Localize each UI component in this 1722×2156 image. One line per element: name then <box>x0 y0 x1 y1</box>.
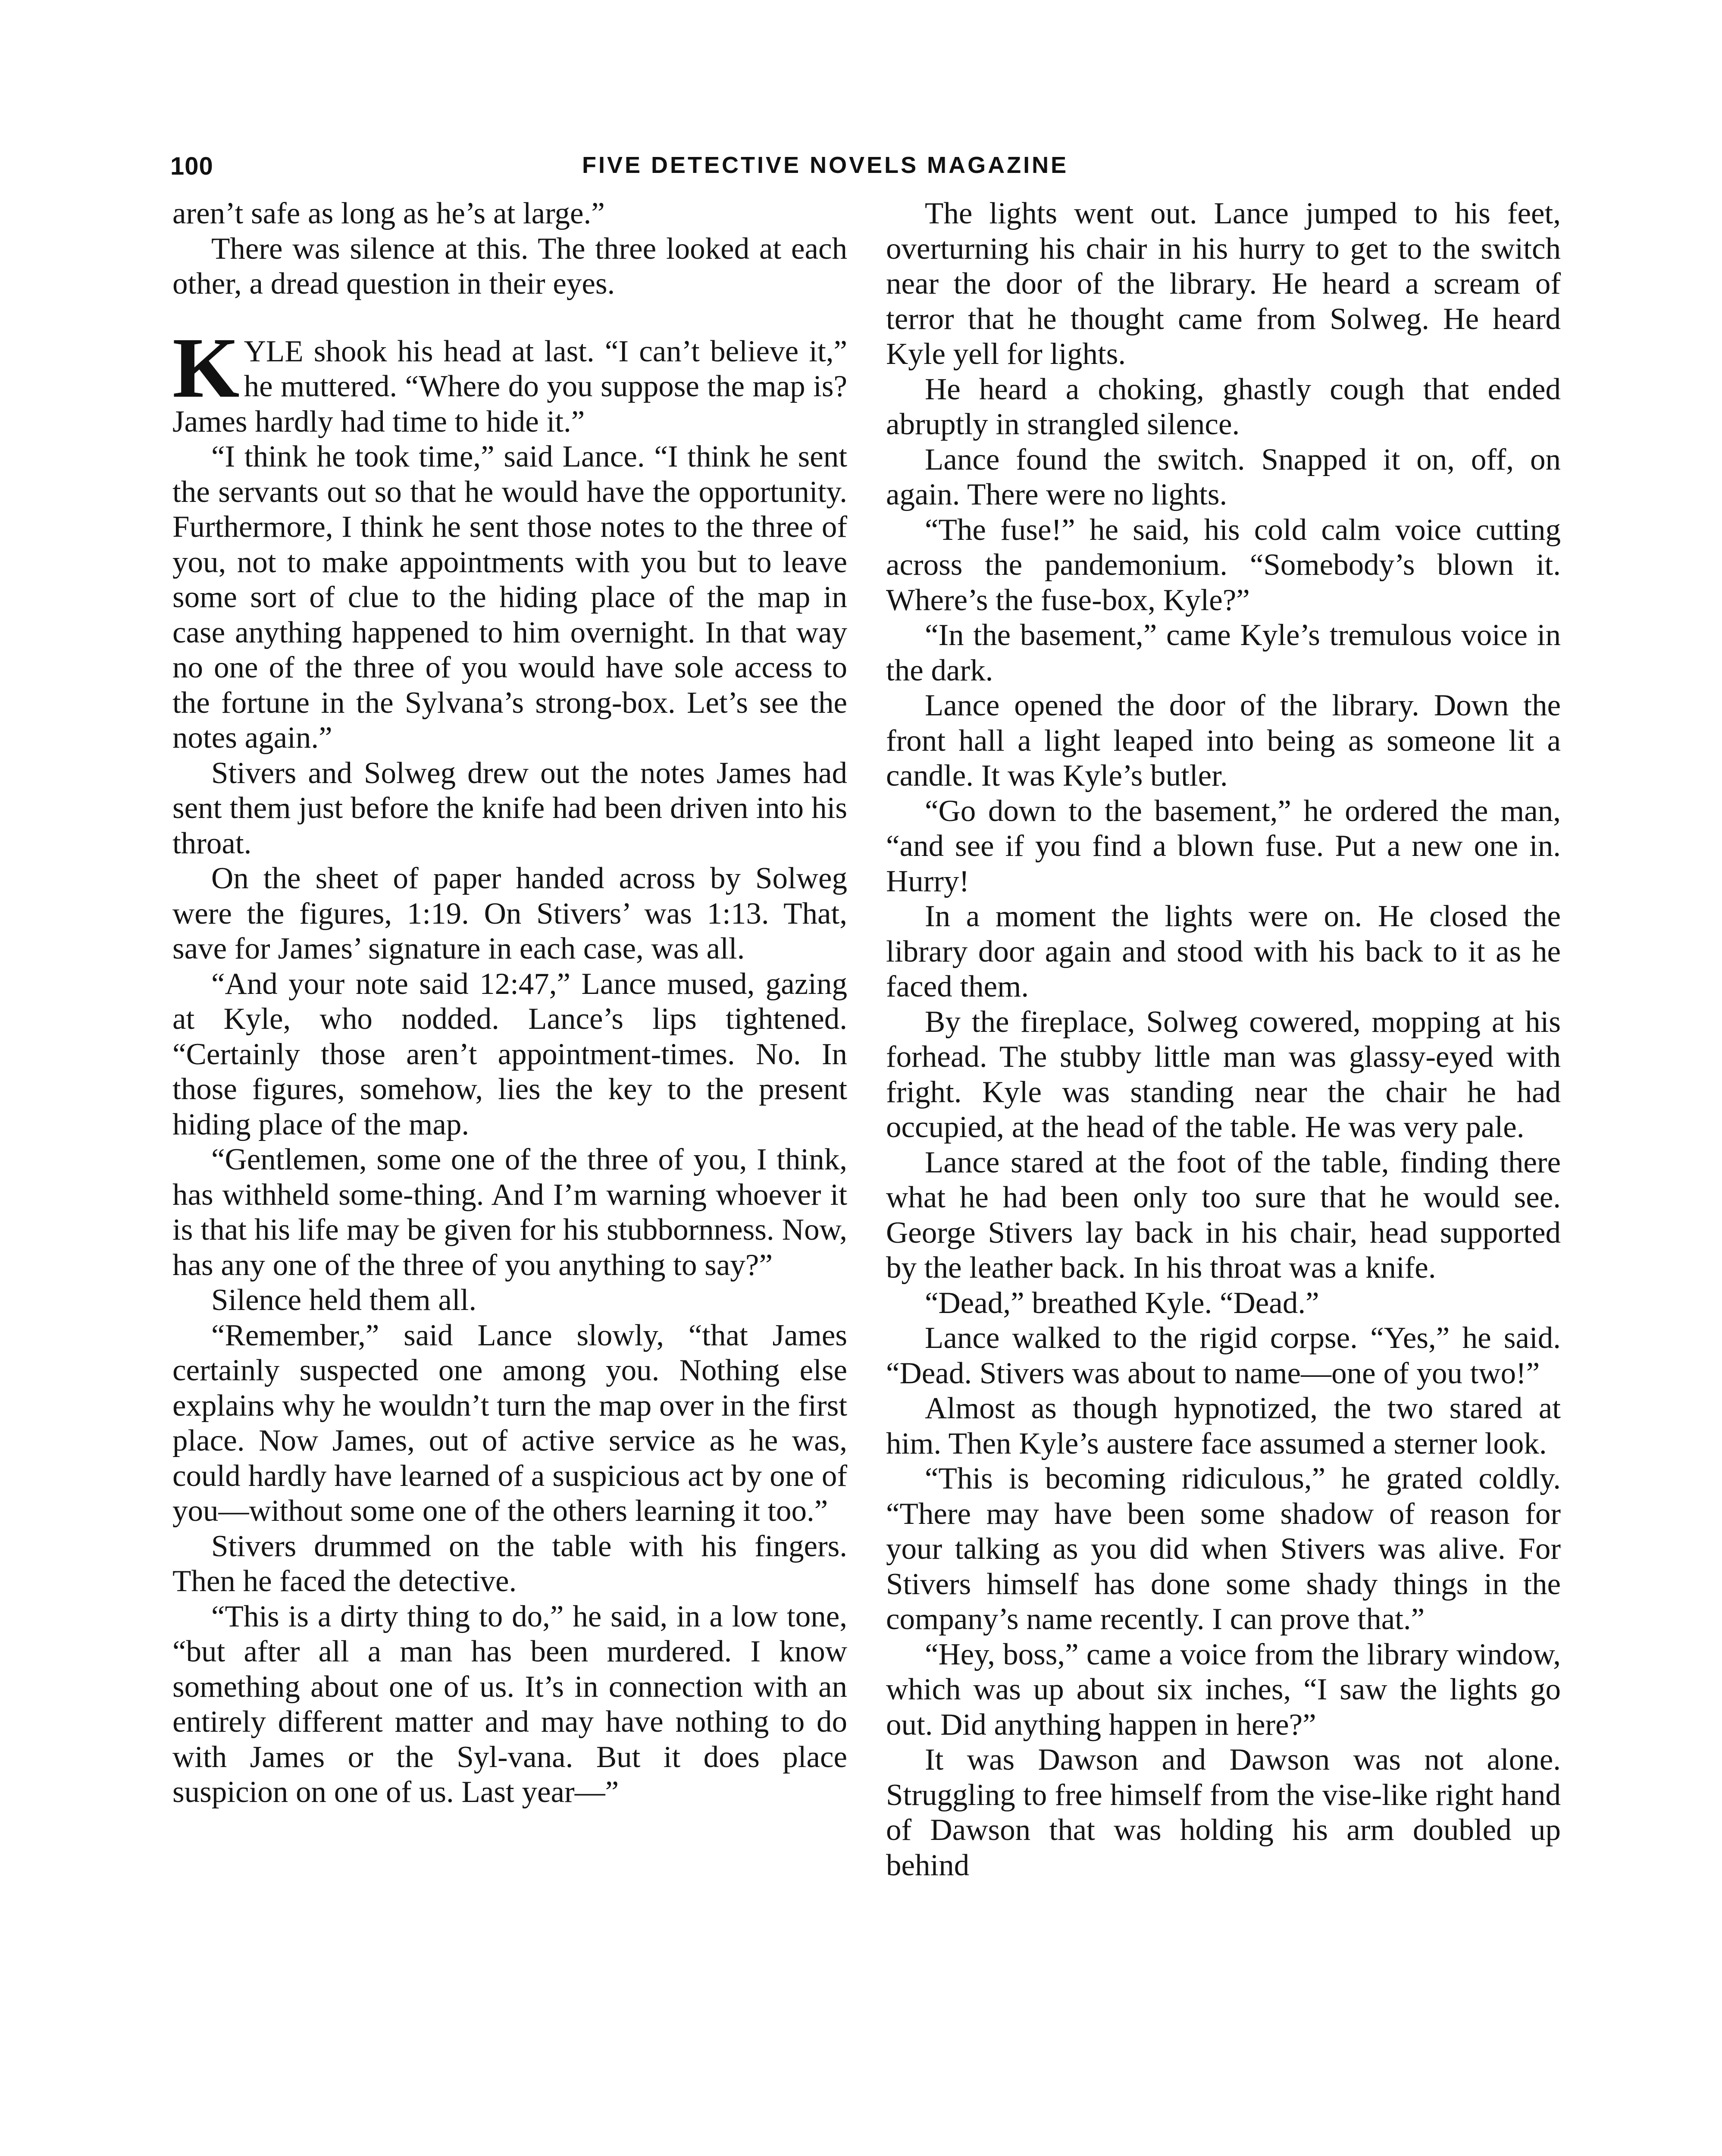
paragraph: By the fireplace, Solweg cowered, mopping at his forhead. The stubby little man was glassy-eyed with fright. Kyle was standing near the chair he had occupied, at the head of the table. He was very pale. <box>886 1005 1561 1144</box>
paragraph: “In the basement,” came Kyle’s tremulous voice in the dark. <box>886 618 1561 687</box>
paragraph: “Hey, boss,” came a voice from the library window, which was up about six inches, “I saw the lights go out. Did anything happen in here?” <box>886 1637 1561 1742</box>
paragraph-with-drop-cap <box>172 320 847 440</box>
right-column <box>886 196 1561 1883</box>
paragraph: “This is a dirty thing to do,” he said, in a low tone, “but after all a man has been murdered. I know something about one of us. It’s in connection with an entirely different matter and may have nothing to do with James or the Syl-vana. But it does place suspicion on one of us. Last year—” <box>172 1599 847 1809</box>
paragraph: He heard a choking, ghastly cough that ended abruptly in strangled silence. <box>886 372 1561 441</box>
paragraph: Lance found the switch. Snapped it on, off, on again. There were no lights. <box>886 442 1561 511</box>
paragraph: Lance opened the door of the library. Down the front hall a light leaped into being as someone lit a candle. It was Kyle’s butler. <box>886 689 1561 793</box>
paragraph: Lance stared at the foot of the table, finding there what he had been only too sure that he would see. George Stivers lay back in his chair, head supported by the leather back. In his throat was a knife. <box>886 1145 1561 1285</box>
paragraph: On the sheet of paper handed across by Solweg were the figures, 1:19. On Stivers’ was 1:13. That, save for James’ signature in each case, was all. <box>172 862 847 965</box>
paragraph: “This is becoming ridiculous,” he grated coldly. “There may have been some shadow of reason for your talking as you did when Stivers was alive. For Stivers himself has done some shady things in the company’s name recently. I can prove that.” <box>886 1462 1561 1636</box>
paragraph: “Dead,” breathed Kyle. “Dead.” <box>925 1286 1319 1320</box>
paragraph: aren’t safe as long as he’s at large.” <box>172 197 605 230</box>
paragraph: There was silence at this. The three looked at each other, a dread question in their eyes. <box>172 232 847 301</box>
page-header <box>170 152 1127 191</box>
left-column <box>172 196 847 1810</box>
paragraph: “And your note said 12:47,” Lance mused, gazing at Kyle, who nodded. Lance’s lips tightened. “Certainly those aren’t appointment-times. No. In those figures, somehow, lies the key to the present hiding place of the map. <box>172 967 847 1141</box>
paragraph: Stivers and Solweg drew out the notes James had sent them just before the knife had been driven into his throat. <box>172 756 847 860</box>
paragraph: “I think he took time,” said Lance. “I think he sent the servants out so that he would have the opportunity. Furthermore, I think he sent those notes to the three of you, not to make appointments with you but to leave some sort of clue to the hiding place of the map in case anything happened to him overnight. In that way no one of the three of you would have sole access to the fortune in the Sylvana’s strong-box. Let’s see the notes again.” <box>172 440 847 755</box>
drop-cap-letter: K <box>172 320 240 416</box>
page-number: 100 <box>170 152 213 180</box>
paragraph: It was Dawson and Dawson was not alone. Struggling to free himself from the vise-like right hand of Dawson that was holding his arm doubled up behind <box>886 1743 1561 1882</box>
paragraph-text: YLE shook his head at last. “I can’t believe it,” he muttered. “Where do you suppose the map is? James hardly had time to hide it.” <box>172 334 847 439</box>
paragraph: The lights went out. Lance jumped to his feet, overturning his chair in his hurry to get to the switch near the door of the library. He heard a scream of terror that he thought came from Solweg. He heard Kyle yell for lights. <box>886 197 1561 371</box>
paragraph: “Gentlemen, some one of the three of you, I think, has withheld some-thing. And I’m warning whoever it is that his life may be given for his stubbornness. Now, has any one of the three of you anything to say?” <box>172 1143 847 1282</box>
paragraph: “Go down to the basement,” he ordered the man, “and see if you find a blown fuse. Put a new one in. Hurry! <box>886 794 1561 898</box>
paragraph: In a moment the lights were on. He closed the library door again and stood with his back to it as he faced them. <box>886 899 1561 1003</box>
paragraph: “The fuse!” he said, his cold calm voice cutting across the pandemonium. “Somebody’s blown it. Where’s the fuse-box, Kyle?” <box>886 513 1561 617</box>
running-title: FIVE DETECTIVE NOVELS MAGAZINE <box>582 152 1069 178</box>
paragraph: Stivers drummed on the table with his fingers. Then he faced the detective. <box>172 1529 847 1598</box>
paragraph: “Remember,” said Lance slowly, “that James certainly suspected one among you. Nothing else explains why he wouldn’t turn the map over in the first place. Now James, out of active service as he was, could hardly have learned of a suspicious act by one of you—without some one of the others learning it too.” <box>172 1318 847 1528</box>
paragraph: Silence held them all. <box>211 1283 477 1317</box>
paragraph: Lance walked to the rigid corpse. “Yes,” he said. “Dead. Stivers was about to name—one of you two!” <box>886 1321 1561 1390</box>
paragraph: Almost as though hypnotized, the two stared at him. Then Kyle’s austere face assumed a sterner look. <box>886 1391 1561 1460</box>
